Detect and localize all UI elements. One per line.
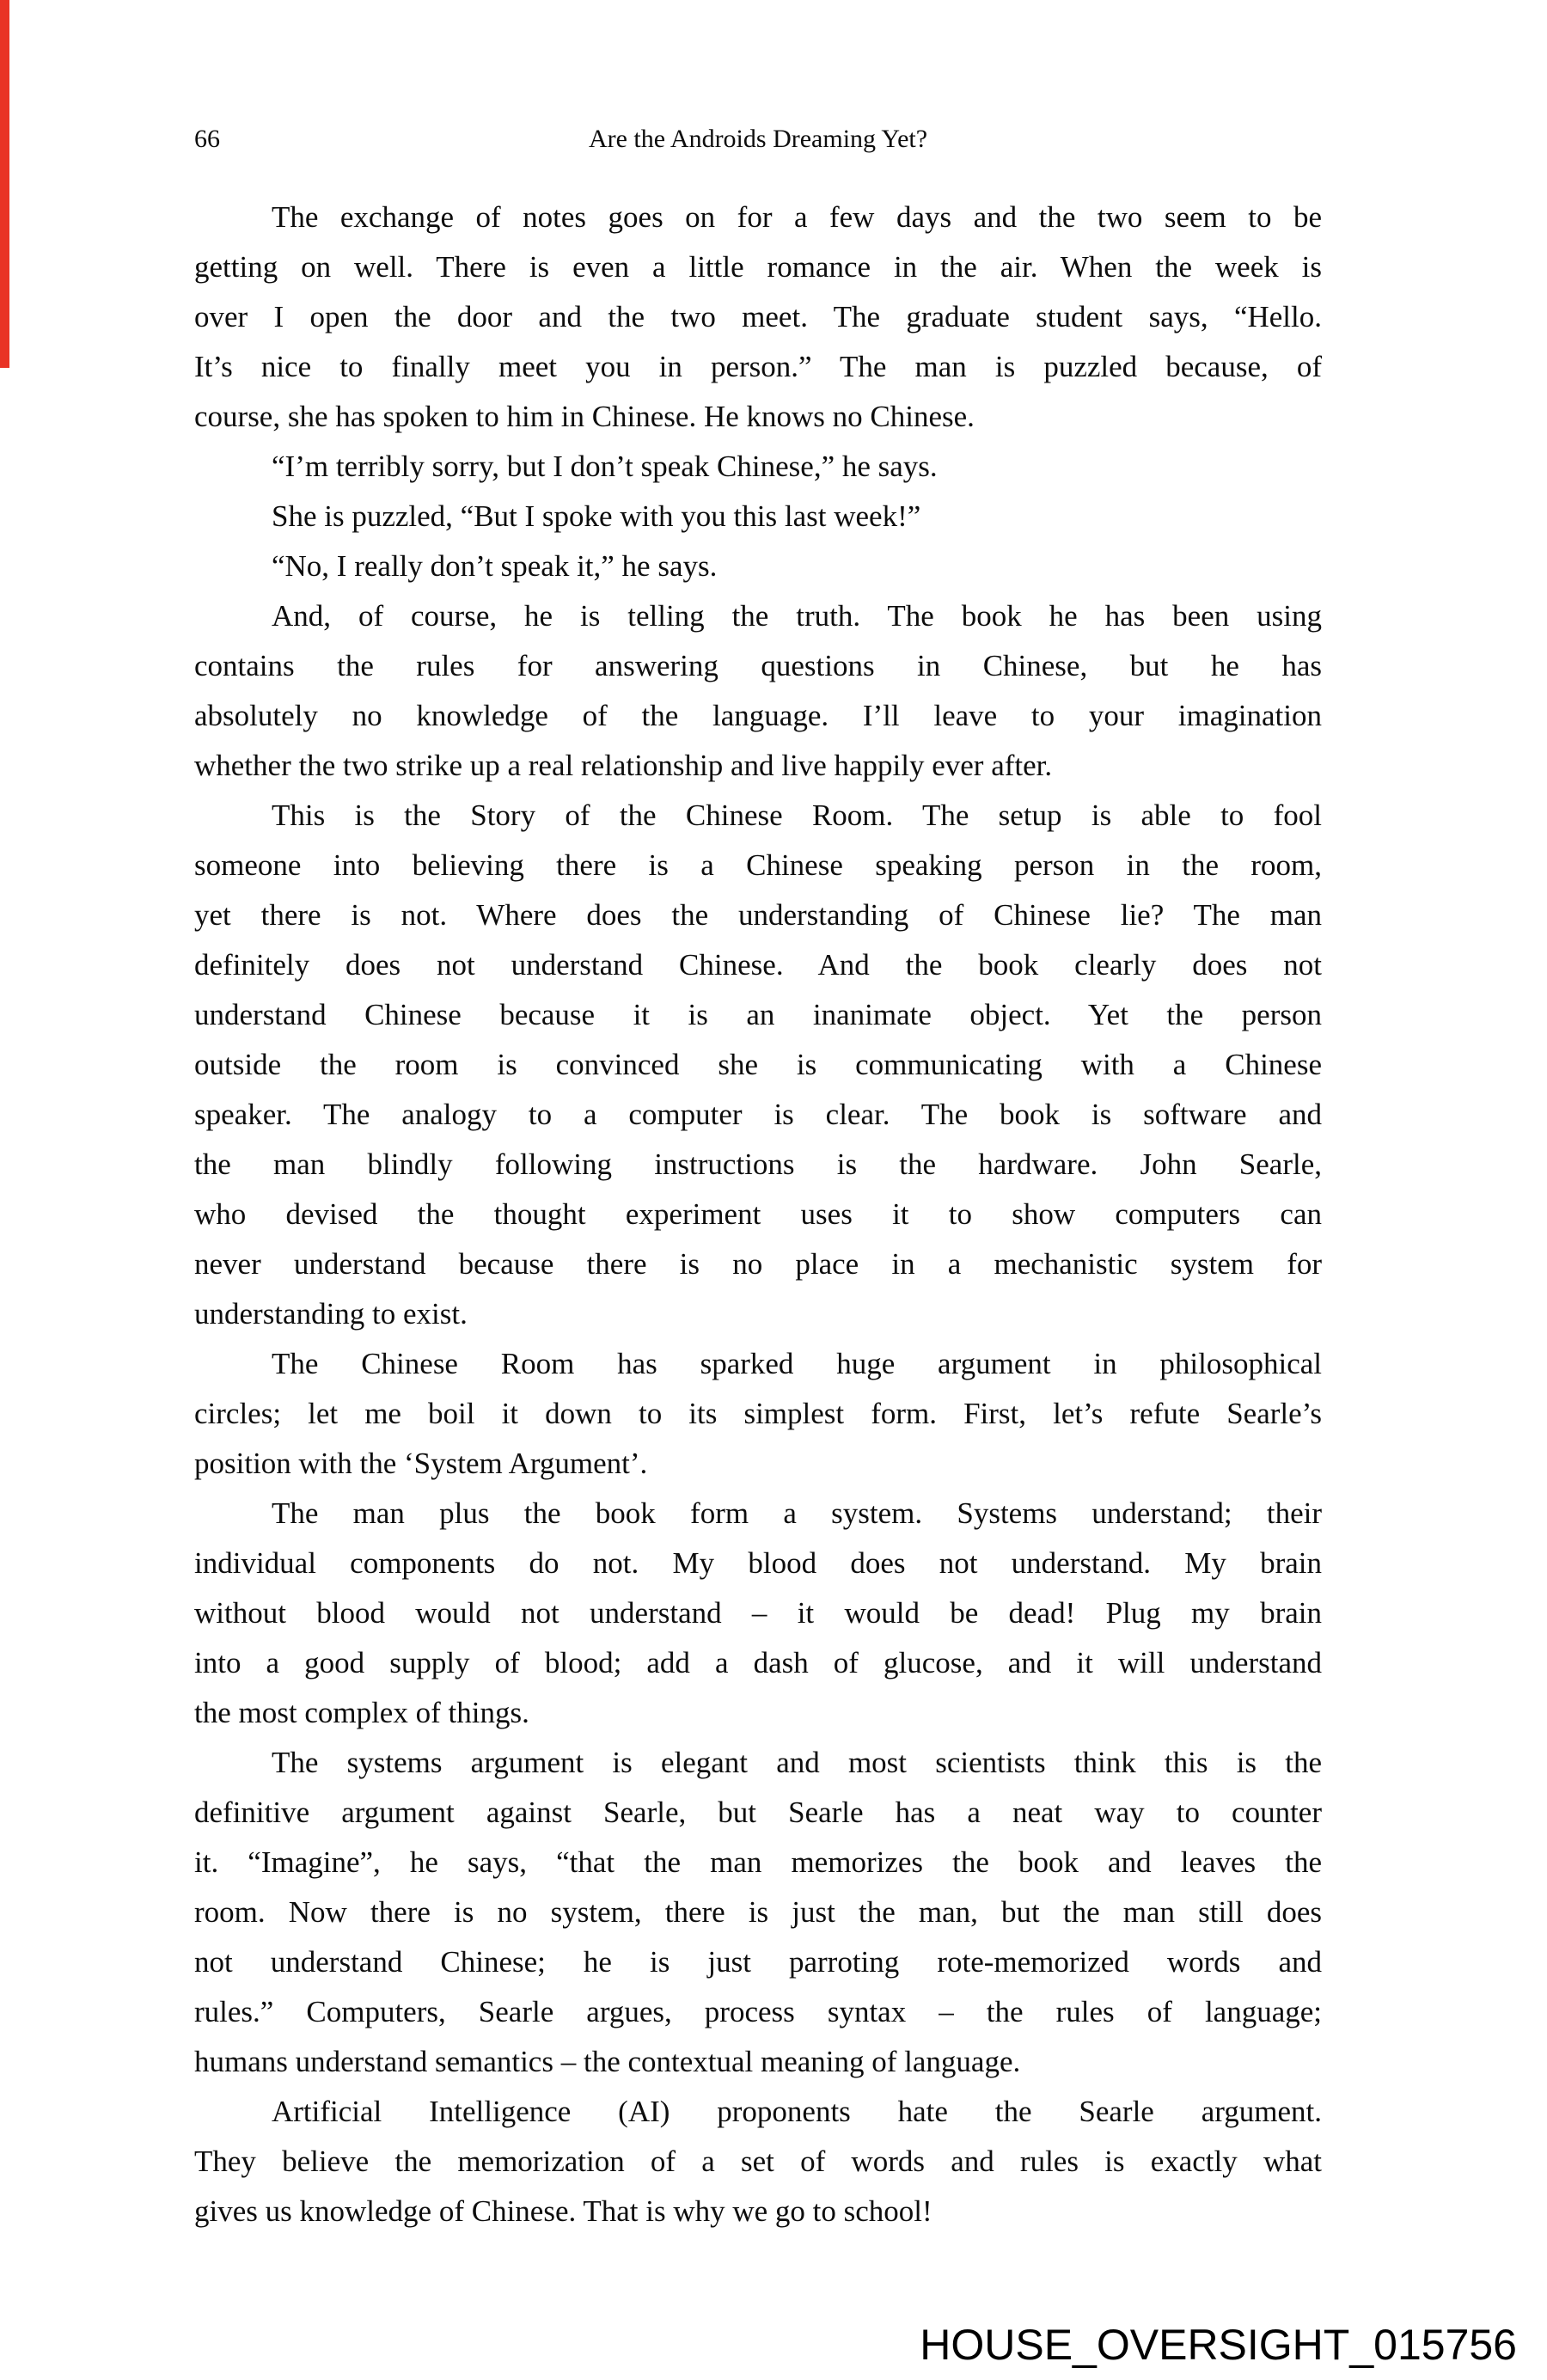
text-line: outside the room is convinced she is communicating with a Chinese (194, 1048, 1322, 1081)
text-line: absolutely no knowledge of the language. I’ll leave to your imagination (194, 699, 1322, 732)
text-line: course, she has spoken to him in Chinese. He knows no Chinese. (194, 400, 975, 433)
text-line: contains the rules for answering questions in Chinese, but he has (194, 649, 1322, 682)
text-line: understanding to exist. (194, 1297, 468, 1331)
text-line: It’s nice to finally meet you in person.” The man is puzzled because, of (194, 350, 1322, 383)
text-line: individual components do not. My blood does not understand. My brain (194, 1546, 1322, 1580)
text-line: yet there is not. Where does the understanding of Chinese lie? The man (194, 898, 1322, 932)
text-line: The exchange of notes goes on for a few days and the two seem to be (272, 200, 1322, 234)
text-line: it. “Imagine”, he says, “that the man memorizes the book and leaves the (194, 1845, 1322, 1879)
text-line: She is puzzled, “But I spoke with you this last week!” (272, 499, 921, 533)
text-line: not understand Chinese; he is just parroting rote-memorized words and (194, 1945, 1322, 1979)
text-line: This is the Story of the Chinese Room. The setup is able to fool (272, 798, 1322, 832)
text-line: rules.” Computers, Searle argues, process syntax – the rules of language; (194, 1995, 1322, 2028)
text-line: definitive argument against Searle, but Searle has a neat way to counter (194, 1796, 1322, 1829)
text-line: room. Now there is no system, there is just the man, but the man still does (194, 1895, 1322, 1929)
text-line: into a good supply of blood; add a dash of glucose, and it will understand (194, 1646, 1322, 1679)
watermark: HOUSE_OVERSIGHT_015756 (920, 2321, 1517, 2369)
text-line: gives us knowledge of Chinese. That is why we go to school! (194, 2194, 932, 2228)
text-line: “No, I really don’t speak it,” he says. (272, 549, 718, 583)
text-line: And, of course, he is telling the truth. The book he has been using (272, 599, 1322, 633)
page-number: 66 (194, 125, 220, 153)
text-line: never understand because there is no place in a mechanistic system for (194, 1247, 1322, 1281)
text-line: The systems argument is elegant and most scientists think this is the (272, 1746, 1322, 1779)
text-line: speaker. The analogy to a computer is clear. The book is software and (194, 1098, 1322, 1131)
text-line: definitely does not understand Chinese. And the book clearly does not (194, 948, 1322, 982)
text-line: getting on well. There is even a little romance in the air. When the week is (194, 250, 1322, 284)
text-line: The man plus the book form a system. Systems understand; their (272, 1496, 1322, 1530)
text-line: over I open the door and the two meet. The graduate student says, “Hello. (194, 300, 1322, 333)
text-block (194, 193, 1322, 2236)
text-line: understand Chinese because it is an inanimate object. Yet the person (194, 998, 1322, 1031)
text-line: Artificial Intelligence (AI) proponents hate the Searle argument. (272, 2095, 1322, 2128)
text-line: They believe the memorization of a set of words and rules is exactly what (194, 2144, 1322, 2178)
text-line: “I’m terribly sorry, but I don’t speak Chinese,” he says. (272, 450, 938, 483)
text-line: The Chinese Room has sparked huge argument in philosophical (272, 1347, 1322, 1380)
text-line: whether the two strike up a real relationship and live happily ever after. (194, 749, 1053, 782)
text-line: the most complex of things. (194, 1696, 529, 1729)
red-edge-mark (0, 0, 9, 368)
text-line: humans understand semantics – the contextual meaning of language. (194, 2045, 1021, 2078)
text-line: who devised the thought experiment uses it to show computers can (194, 1197, 1322, 1231)
text-line: someone into believing there is a Chinese speaking person in the room, (194, 848, 1322, 882)
text-line: circles; let me boil it down to its simplest form. First, let’s refute Searle’s (194, 1397, 1322, 1430)
page-header (194, 120, 1322, 158)
running-title: Are the Androids Dreaming Yet? (588, 125, 928, 153)
text-line: the man blindly following instructions is the hardware. John Searle, (194, 1147, 1322, 1181)
text-line: without blood would not understand – it would be dead! Plug my brain (194, 1596, 1322, 1630)
text-line: position with the ‘System Argument’. (194, 1447, 648, 1480)
